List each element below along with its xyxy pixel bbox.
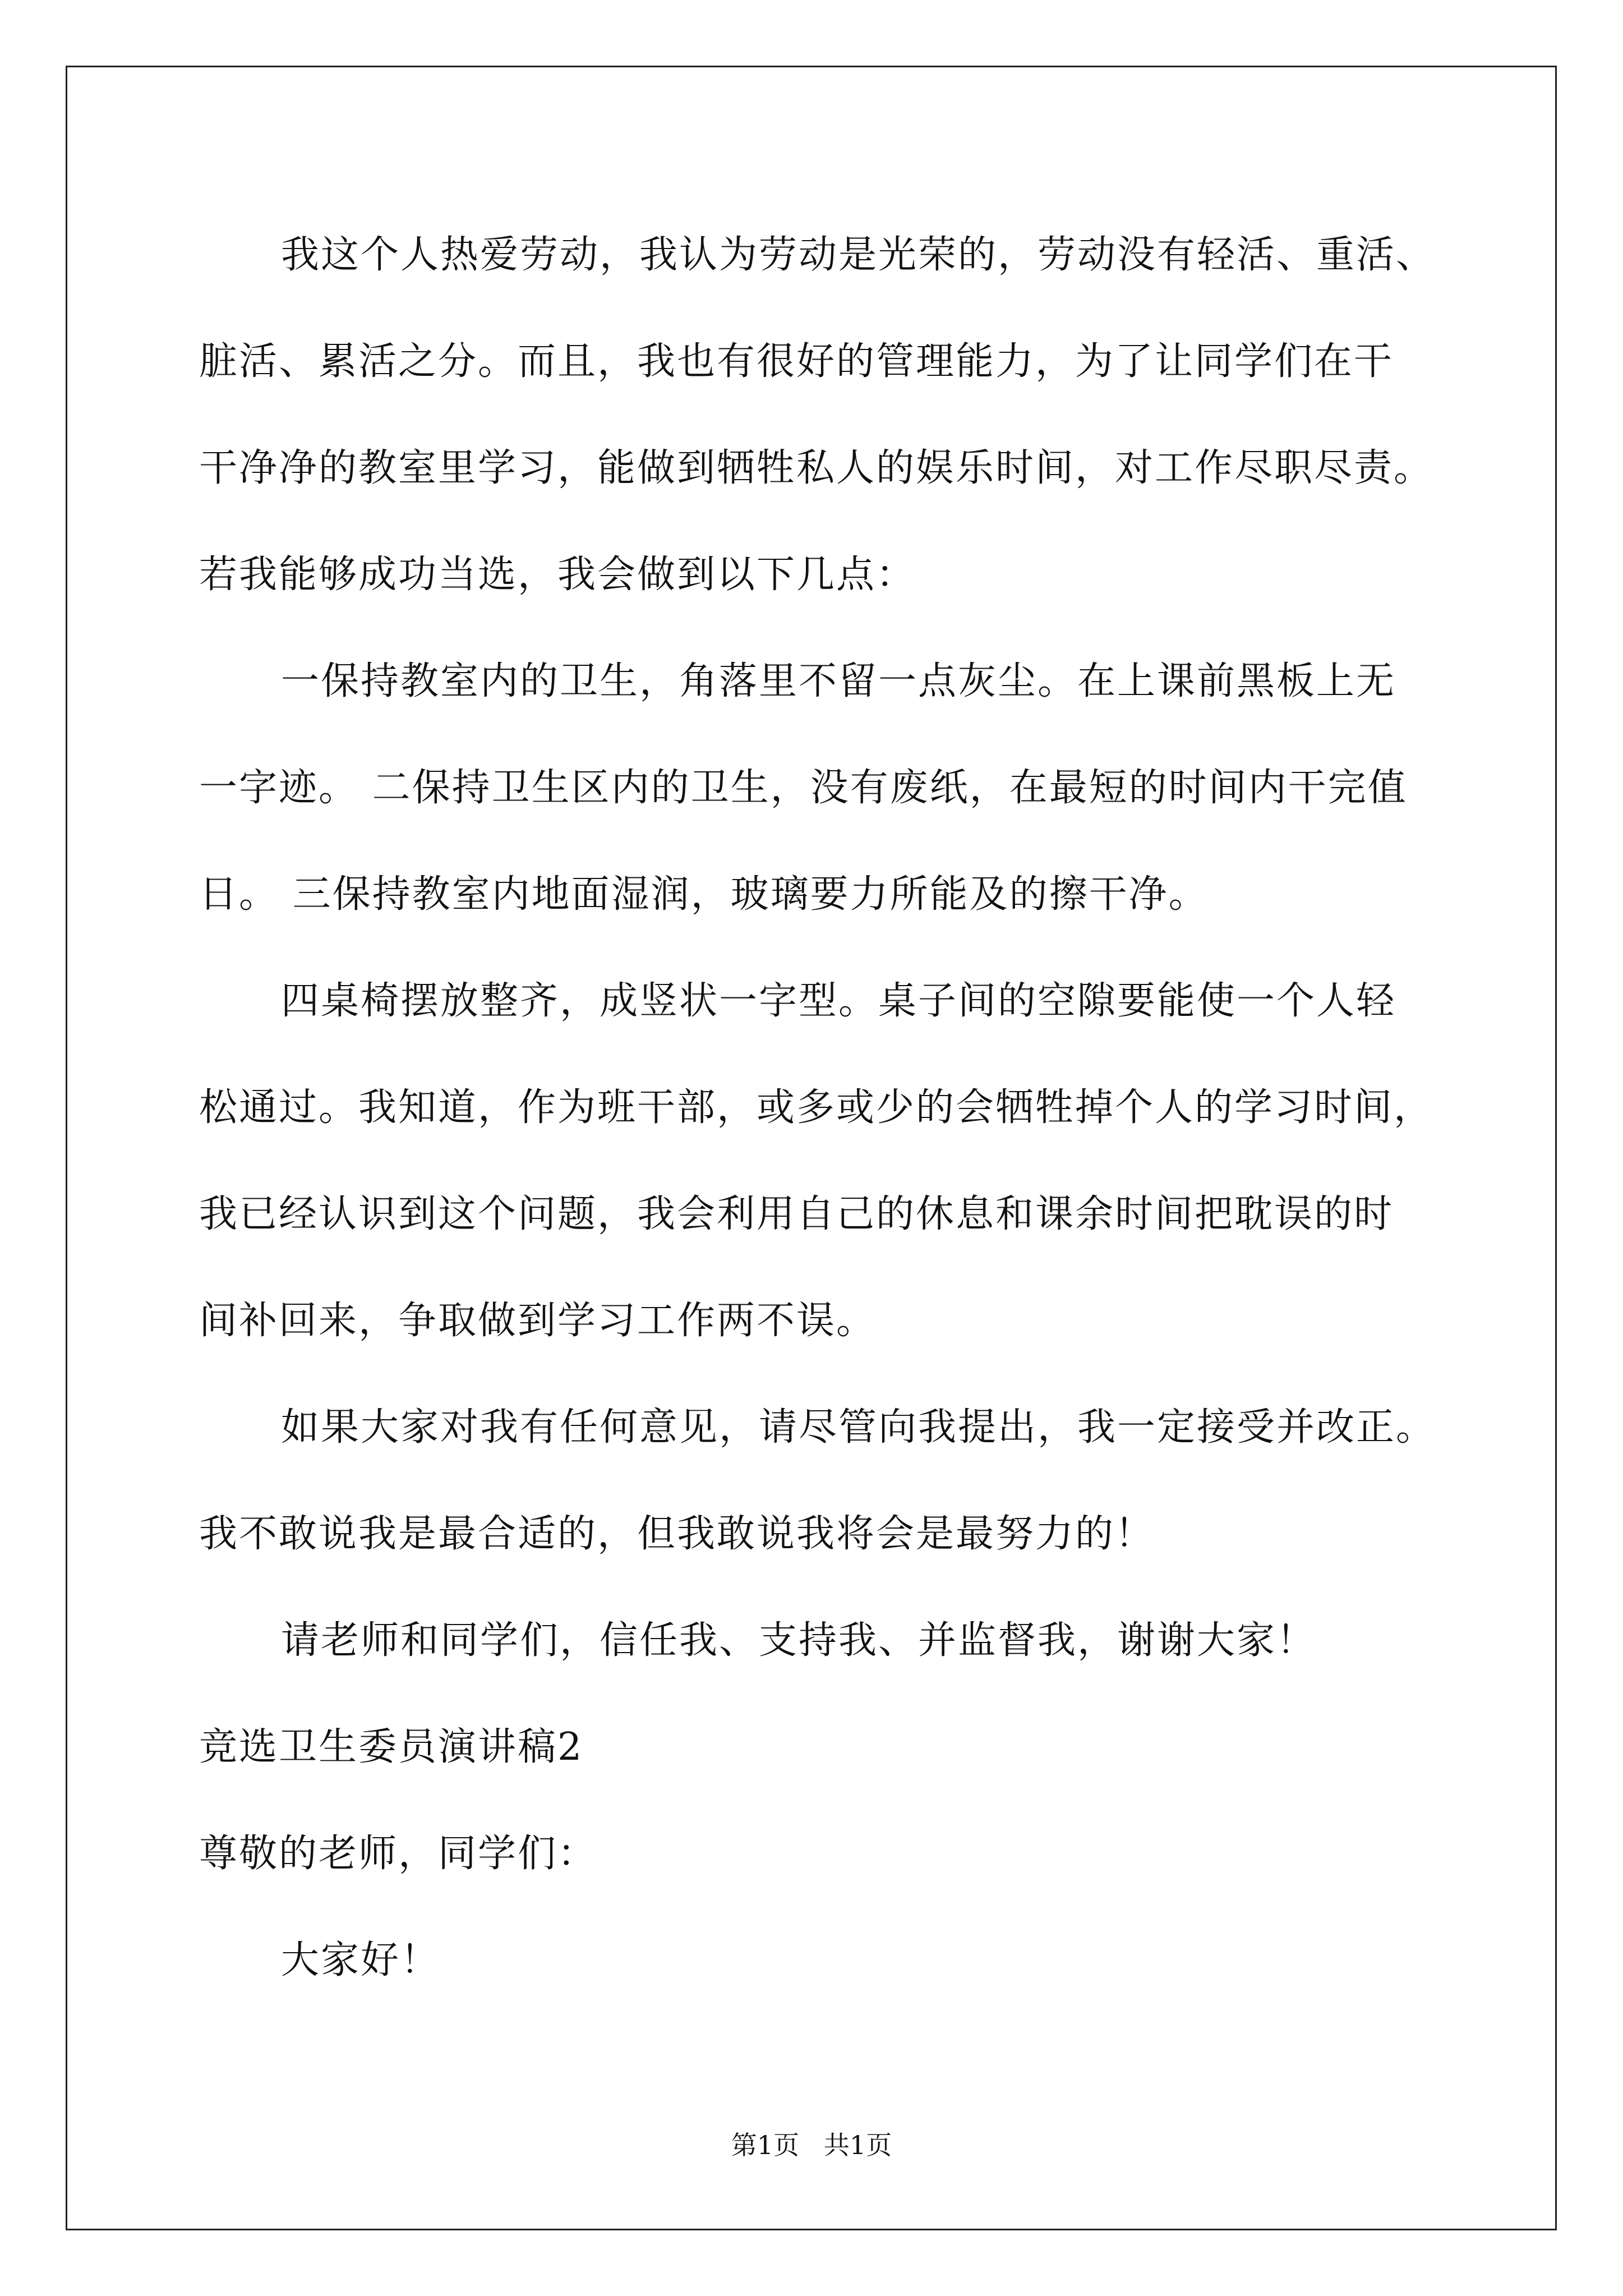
paragraph-line: 请老师和同学们，信任我、支持我、并监督我，谢谢大家！	[281, 1618, 1317, 1663]
paragraph-line: 一字迹。 二保持卫生区内的卫生，没有废纸，在最短的时间内干完值	[199, 766, 1408, 810]
greeting: 大家好！	[281, 1938, 441, 1982]
paragraph-line: 我这个人热爱劳动，我认为劳动是光荣的，劳动没有轻活、重活、	[281, 233, 1436, 277]
paragraph-line: 四桌椅摆放整齐，成竖状一字型。桌子间的空隙要能使一个人轻	[281, 979, 1396, 1023]
salutation: 尊敬的老师，同学们：	[199, 1832, 598, 1876]
page-number-footer: 第1页 共1页	[731, 2130, 892, 2160]
paragraph-line: 间补回来，争取做到学习工作两不误。	[199, 1299, 877, 1343]
paragraph-line: 若我能够成功当选，我会做到以下几点：	[199, 553, 916, 597]
document-body	[199, 202, 1461, 2014]
section-heading: 竞选卫生委员演讲稿2	[199, 1725, 584, 1769]
paragraph-line: 我不敢说我是最合适的，但我敢说我将会是最努力的！	[199, 1512, 1155, 1556]
paragraph-line: 如果大家对我有任何意见，请尽管向我提出，我一定接受并改正。	[281, 1405, 1436, 1450]
paragraph-line: 脏活、累活之分。而且，我也有很好的管理能力，为了让同学们在干	[199, 339, 1394, 384]
paragraph-line: 我已经认识到这个问题，我会利用自己的休息和课余时间把耽误的时	[199, 1192, 1394, 1236]
paragraph-line: 松通过。我知道，作为班干部，或多或少的会牺牲掉个人的学习时间，	[199, 1085, 1434, 1130]
paragraph-line: 日。 三保持教室内地面湿润，玻璃要力所能及的擦干净。	[199, 872, 1209, 917]
paragraph-line: 一保持教室内的卫生，角落里不留一点灰尘。在上课前黑板上无	[281, 659, 1396, 703]
paragraph-line: 干净净的教室里学习，能做到牺牲私人的娱乐时间，对工作尽职尽责。	[199, 446, 1434, 490]
